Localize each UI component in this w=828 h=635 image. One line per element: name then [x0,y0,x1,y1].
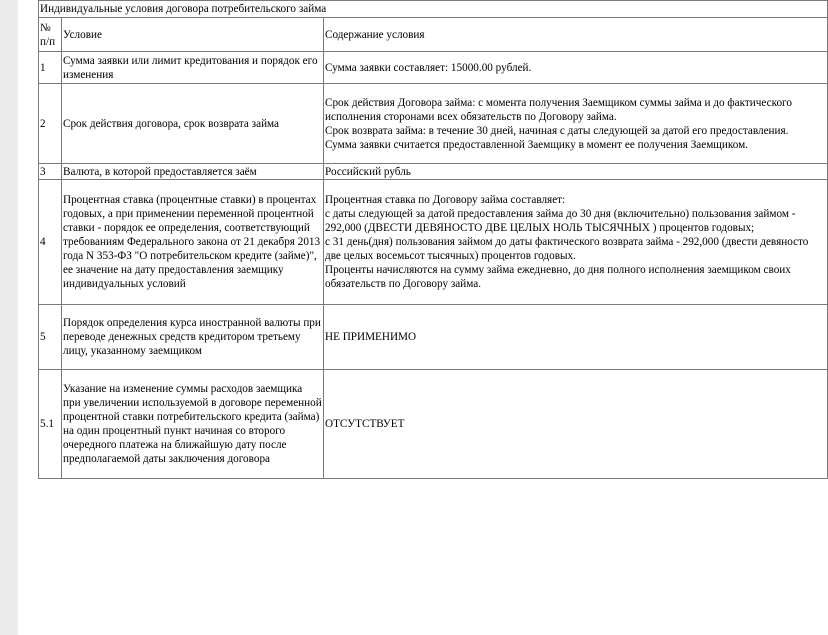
row-content [324,84,828,164]
content-line: Сумма заявки составляет: 15000.00 рублей. [325,61,532,74]
row-num: 1 [39,52,62,84]
row-num: 2 [39,84,62,164]
row-num: 5.1 [39,370,62,479]
row-condition: Валюта, в которой предоставляется заём [62,164,324,180]
row-condition: Сумма заявки или лимит кредитования и порядок его изменения [62,52,324,84]
content-line: Сумма заявки считается предоставленной Заемщику в момент ее получения Заемщиком. [325,138,749,151]
header-num: № п/п [39,18,62,52]
row-condition: Процентная ставка (процентные ставки) в процентах годовых, а при применении переменной процентной ставки - порядок ее определения, соответствующий требованиям Федерального закона от 21 декабря 2013 года N 353-ФЗ "О потребительском кредите (займе)", ее значение на дату предоставления заемщику индивидуальных условий [62,180,324,305]
row-content [324,180,828,305]
table-caption-row [39,1,828,18]
table-row [39,52,828,84]
document-page [18,0,828,635]
content-line: Российский рубль [325,165,411,178]
row-condition: Срок действия договора, срок возврата займа [62,84,324,164]
table-row [39,164,828,180]
header-content: Содержание условия [324,18,828,52]
content-line: Проценты начисляются на сумму займа ежедневно, до дня полного исполнения заемщиком своих обязательств по Договору займа. [325,264,791,290]
content-line: с 31 день(дня) пользования займом до даты фактического возврата займа - 292,000 (двести девяносто две целых восемьсот тысячных) процентов годовых. [325,236,809,262]
table-caption: Индивидуальные условия договора потребительского займа [39,1,828,18]
content-line: ОТСУТСТВУЕТ [325,418,405,430]
table-row [39,180,828,305]
row-content [324,305,828,370]
table-row [39,305,828,370]
row-num: 4 [39,180,62,305]
row-condition: Порядок определения курса иностранной валюты при переводе денежных средств кредитором третьему лицу, указанному заемщиком [62,305,324,370]
content-line: Процентная ставка по Договору займа составляет: [325,194,566,206]
row-num: 5 [39,305,62,370]
table-header-row [39,18,828,52]
content-line: Срок возврата займа: в течение 30 дней, начиная с даты следующей за датой его предоставления. [325,124,789,137]
row-content [324,370,828,479]
header-condition: Условие [62,18,324,52]
content-line: Срок действия Договора займа: с момента получения Заемщиком суммы займа и до фактического исполнения сторонами всех обязательств по Договору займа. [325,96,792,123]
row-condition: Указание на изменение суммы расходов заемщика при увеличении используемой в договоре переменной процентной ставки потребительского кредита (займа) на один процентный пункт начиная со второго очередного платежа на ближайшую дату после предполагаемой даты заключения договора [62,370,324,479]
table-row [39,84,828,164]
content-line: НЕ ПРИМЕНИМО [325,331,417,343]
left-margin-strip [0,0,18,635]
loan-terms-table [38,0,828,479]
table-row [39,370,828,479]
row-content [324,52,828,84]
row-content [324,164,828,180]
row-num: 3 [39,164,62,180]
content-line: с даты следующей за датой предоставления займа до 30 дня (включительно) пользования займом - 292,000 (ДВЕСТИ ДЕВЯНОСТО ДВЕ ЦЕЛЫХ НОЛЬ ТЫСЯЧНЫХ ) процентов годовых; [325,208,796,234]
